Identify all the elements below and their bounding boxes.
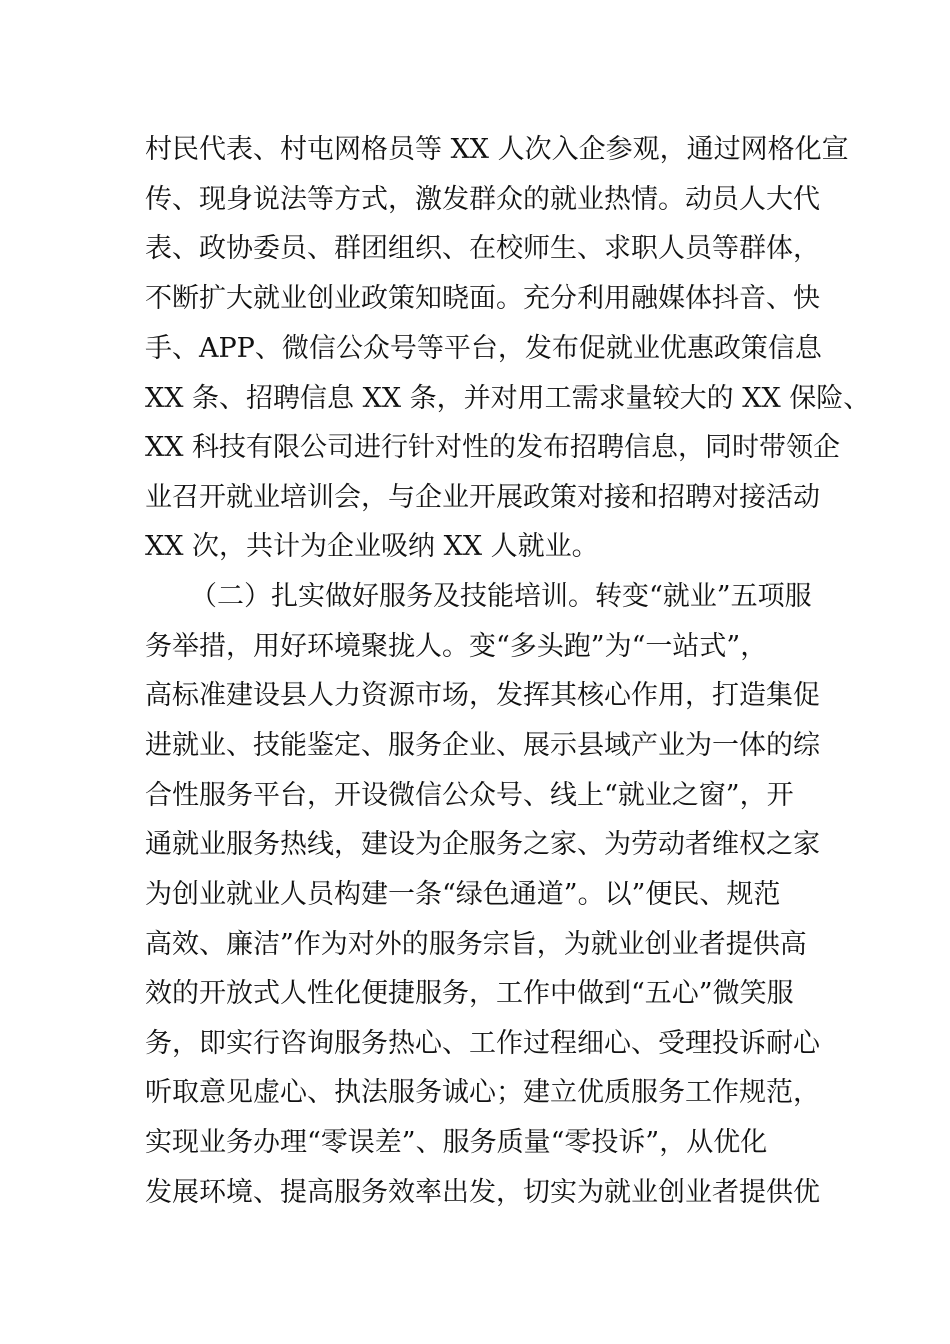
text-line: 传、现身说法等方式，激发群众的就业热情。动员人大代 [145,184,820,215]
text-line: 手、APP、微信公众号等平台，发布促就业优惠政策信息 [145,333,822,364]
text-line: 效的开放式人性化便捷服务，工作中做到“五心”微笑服 [145,978,794,1009]
text-line: XX 科技有限公司进行针对性的发布招聘信息，同时带领企 [145,432,841,463]
text-line: 进就业、技能鉴定、服务企业、展示县域产业为一体的综 [145,730,820,761]
text-line: XX 次，共计为企业吸纳 XX 人就业。 [145,531,599,562]
text-line: 表、政协委员、群团组织、在校师生、求职人员等群体， [145,233,820,264]
section-heading-line: （二）扎实做好服务及技能培训。转变“就业”五项服 [190,581,812,612]
text-line: 通就业服务热线，建设为企服务之家、为劳动者维权之家 [145,829,820,860]
text-line: 不断扩大就业创业政策知晓面。充分利用融媒体抖音、快 [145,283,820,314]
text-line: 听取意见虚心、执法服务诚心；建立优质服务工作规范， [145,1077,820,1108]
text-line: 务举措，用好环境聚拢人。变“多头跑”为“一站式”， [145,631,768,662]
text-line: 村民代表、村屯网格员等 XX 人次入企参观，通过网格化宣 [145,134,849,165]
text-line: XX 条、招聘信息 XX 条，并对用工需求量较大的 XX 保险、 [145,383,871,414]
text-line: 高标准建设县人力资源市场，发挥其核心作用，打造集促 [145,680,820,711]
text-line: 实现业务办理“零误差”、服务质量“零投诉”，从优化 [145,1127,768,1158]
text-line: 务，即实行咨询服务热心、工作过程细心、受理投诉耐心 [145,1028,820,1059]
text-line: 发展环境、提高服务效率出发，切实为就业创业者提供优 [145,1177,820,1208]
text-line: 合性服务平台，开设微信公众号、线上“就业之窗”，开 [145,780,794,811]
text-line: 高效、廉洁”作为对外的服务宗旨，为就业创业者提供高 [145,929,807,960]
text-line: 为创业就业人员构建一条“绿色通道”。以”便民、规范 [145,879,781,910]
text-line: 业召开就业培训会，与企业开展政策对接和招聘对接活动 [145,482,820,513]
